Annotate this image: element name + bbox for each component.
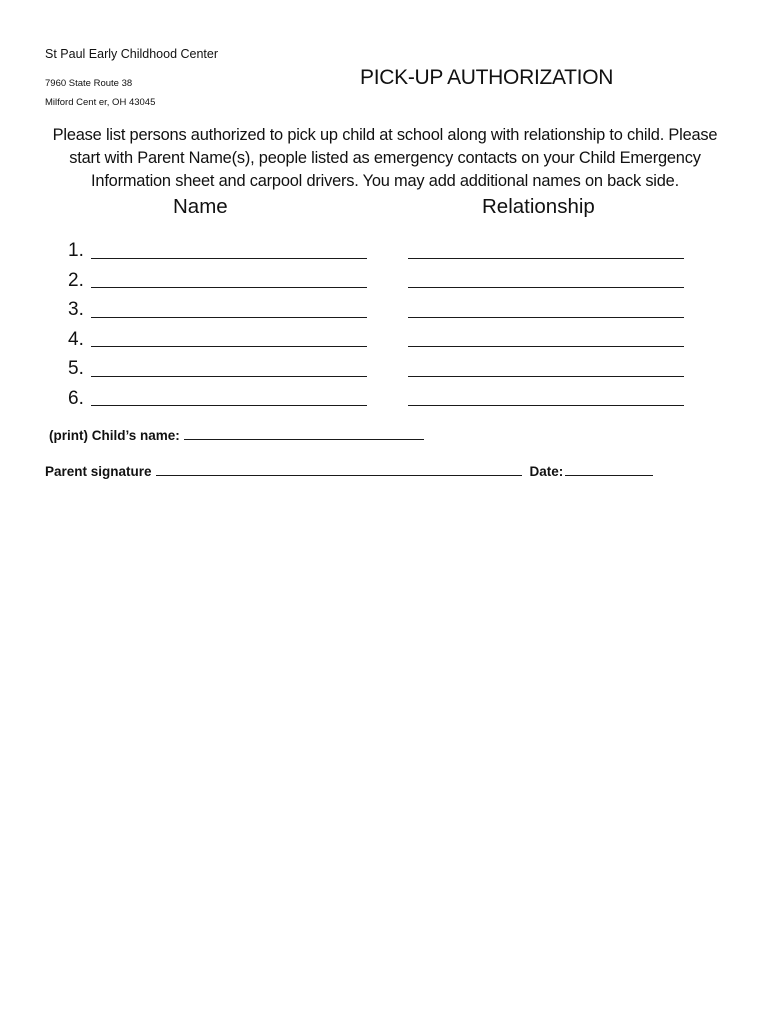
entry-number: 3. xyxy=(68,299,84,320)
name-blank-2[interactable] xyxy=(91,287,367,288)
relationship-blank-4[interactable] xyxy=(408,346,684,347)
entry-row-4 xyxy=(0,325,770,355)
entry-row-1 xyxy=(0,236,770,266)
entry-row-6 xyxy=(0,384,770,414)
instructions-line-3: Information sheet and carpool drivers. You may add additional names on back side. xyxy=(91,172,679,190)
instructions-paragraph xyxy=(30,124,740,193)
name-blank-1[interactable] xyxy=(91,258,367,259)
entry-number: 5. xyxy=(68,358,84,379)
entry-number: 4. xyxy=(68,328,84,350)
form-title: PICK-UP AUTHORIZATION xyxy=(360,66,614,89)
parent-signature-label: Parent signature xyxy=(45,464,152,479)
name-blank-3[interactable] xyxy=(91,317,367,318)
child-name-blank[interactable] xyxy=(184,438,424,440)
name-blank-5[interactable] xyxy=(91,376,367,377)
date-blank[interactable] xyxy=(565,474,653,476)
authorized-persons-list xyxy=(0,236,770,413)
entry-number: 2. xyxy=(68,269,84,291)
entry-number: 1. xyxy=(68,240,84,261)
entry-row-3 xyxy=(0,295,770,325)
child-name-label: (print) Child’s name: xyxy=(49,428,180,443)
instructions-line-1: Please list persons authorized to pick up child at school along with relationship to child. Please xyxy=(52,126,718,144)
entry-row-2 xyxy=(0,266,770,296)
signature-row xyxy=(45,464,653,479)
relationship-blank-1[interactable] xyxy=(408,258,684,259)
relationship-blank-5[interactable] xyxy=(408,376,684,377)
relationship-blank-2[interactable] xyxy=(408,287,684,288)
date-label: Date: xyxy=(529,464,564,479)
school-address: 7960 State Route 38 xyxy=(45,78,133,89)
instructions-line-2: start with Parent Name(s), people listed as emergency contacts on your Child Emergency xyxy=(69,149,701,167)
relationship-column-header: Relationship xyxy=(482,195,595,218)
name-blank-6[interactable] xyxy=(91,405,367,406)
entry-row-5 xyxy=(0,354,770,384)
school-name: St Paul Early Childhood Center xyxy=(45,47,219,61)
child-name-row xyxy=(49,428,424,443)
relationship-blank-6[interactable] xyxy=(408,405,684,406)
name-blank-4[interactable] xyxy=(91,346,367,347)
school-city: Milford Cent er, OH 43045 xyxy=(45,97,156,108)
name-column-header: Name xyxy=(173,195,228,218)
relationship-blank-3[interactable] xyxy=(408,317,684,318)
entry-number: 6. xyxy=(68,387,84,409)
parent-signature-blank[interactable] xyxy=(156,474,522,476)
